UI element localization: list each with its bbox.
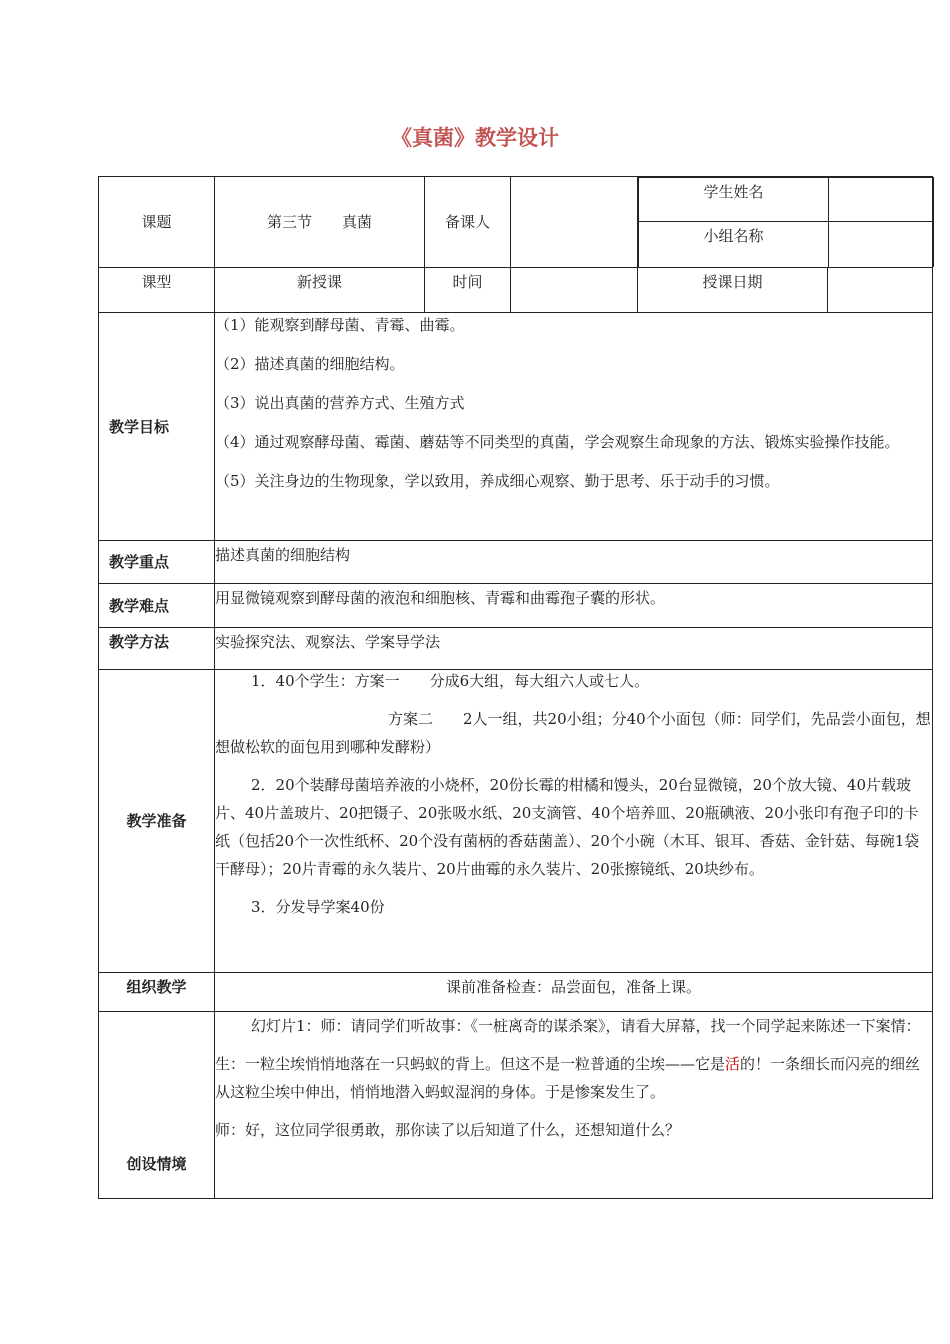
group-name-label: 小组名称 xyxy=(639,222,829,267)
type-value: 新授课 xyxy=(215,268,425,313)
preparer-label: 备课人 xyxy=(425,177,511,268)
date-label: 授课日期 xyxy=(638,268,828,313)
student-name-label: 学生姓名 xyxy=(639,178,829,222)
scenario-text: 生：一粒尘埃悄悄地落在一只蚂蚁的背上。但这不是一粒普通的尘埃——它是 xyxy=(215,1055,726,1073)
lesson-plan-table xyxy=(98,176,933,1199)
organize-value: 课前准备检查：品尝面包，准备上课。 xyxy=(215,973,933,1012)
highlight-text: 活 xyxy=(725,1055,741,1073)
scenario-text: 的！一条细长而闪亮的细丝从这粒尘埃中伸出，悄悄地潜入蚂蚁湿润的身体。于是惨案发生了。 xyxy=(215,1055,921,1101)
scenario-paragraph xyxy=(215,1050,932,1106)
scenario-row xyxy=(99,1012,933,1199)
key-point-label: 教学重点 xyxy=(99,541,215,584)
student-name-value[interactable] xyxy=(829,178,934,222)
type-row xyxy=(99,268,933,313)
objective-item: （2）描述真菌的细胞结构。 xyxy=(215,355,405,373)
scenario-content xyxy=(215,1012,933,1199)
preparation-content xyxy=(215,670,933,973)
topic-value: 第三节 真菌 xyxy=(215,177,425,268)
difficulty-value: 用显微镜观察到酵母菌的液泡和细胞核、青霉和曲霉孢子囊的形状。 xyxy=(215,584,933,628)
group-name-value[interactable] xyxy=(829,222,934,267)
student-group-cell xyxy=(638,177,933,268)
organize-row xyxy=(99,973,933,1012)
objective-item: （4）通过观察酵母菌、霉菌、蘑菇等不同类型的真菌，学会观察生命现象的方法、锻炼实验操作技能。 xyxy=(215,433,900,451)
topic-row xyxy=(99,177,933,268)
document-title: 《真菌》教学设计 xyxy=(391,126,559,150)
preparation-paragraph: 3．分发导学案40份 xyxy=(251,898,385,916)
scenario-paragraph: 幻灯片1：师：请同学们听故事：《一桩离奇的谋杀案》，请看大屏幕，找一个同学起来陈述一下案情： xyxy=(251,1017,921,1035)
method-label: 教学方法 xyxy=(99,628,215,670)
key-point-row xyxy=(99,541,933,584)
preparer-value[interactable] xyxy=(511,177,638,268)
time-label: 时间 xyxy=(425,268,511,313)
method-value: 实验探究法、观察法、学案导学法 xyxy=(215,628,933,670)
difficulty-row xyxy=(99,584,933,628)
type-label: 课型 xyxy=(99,268,215,313)
topic-label: 课题 xyxy=(99,177,215,268)
preparation-paragraph: 方案二 2人一组，共20小组；分40个小面包（师：同学们，先品尝小面包，想想做松软的面包用到哪种发酵粉） xyxy=(215,710,931,756)
objective-item: （3）说出真菌的营养方式、生殖方式 xyxy=(215,394,465,412)
objective-item: （1）能观察到酵母菌、青霉、曲霉。 xyxy=(215,316,465,334)
scenario-label: 创设情境 xyxy=(99,1012,215,1199)
objective-item: （5）关注身边的生物现象，学以致用，养成细心观察、勤于思考、乐于动手的习惯。 xyxy=(215,472,780,490)
key-point-value: 描述真菌的细胞结构 xyxy=(215,541,933,584)
scenario-paragraph: 师：好，这位同学很勇敢，那你读了以后知道了什么，还想知道什么？ xyxy=(215,1121,681,1139)
difficulty-label: 教学难点 xyxy=(99,584,215,628)
preparation-label: 教学准备 xyxy=(99,670,215,973)
objectives-label: 教学目标 xyxy=(99,313,215,541)
preparation-paragraph: 2．20个装酵母菌培养液的小烧杯，20份长霉的柑橘和馒头，20台显微镜，20个放大镜、40片载玻片、40片盖玻片、20把镊子、20张吸水纸、20支滴管、40个培养皿、20瓶碘液、20小张印有孢子印的卡纸（包括20个一次性纸杯、20个没有菌柄的香菇菌盖）、20个小碗（木耳、银耳、香菇、金针菇、每碗1袋干酵母）；20片青霉的永久装片、20片曲霉的永久装片、20张擦镜纸、20块纱布。 xyxy=(215,776,920,878)
method-row xyxy=(99,628,933,670)
preparation-paragraph: 1．40个学生：方案一 分成6大组，每大组六人或七人。 xyxy=(251,672,650,690)
objectives-content xyxy=(215,313,933,541)
time-value[interactable] xyxy=(511,268,638,313)
objectives-row xyxy=(99,313,933,541)
organize-label: 组织教学 xyxy=(99,973,215,1012)
date-value[interactable] xyxy=(828,268,933,313)
preparation-row xyxy=(99,670,933,973)
